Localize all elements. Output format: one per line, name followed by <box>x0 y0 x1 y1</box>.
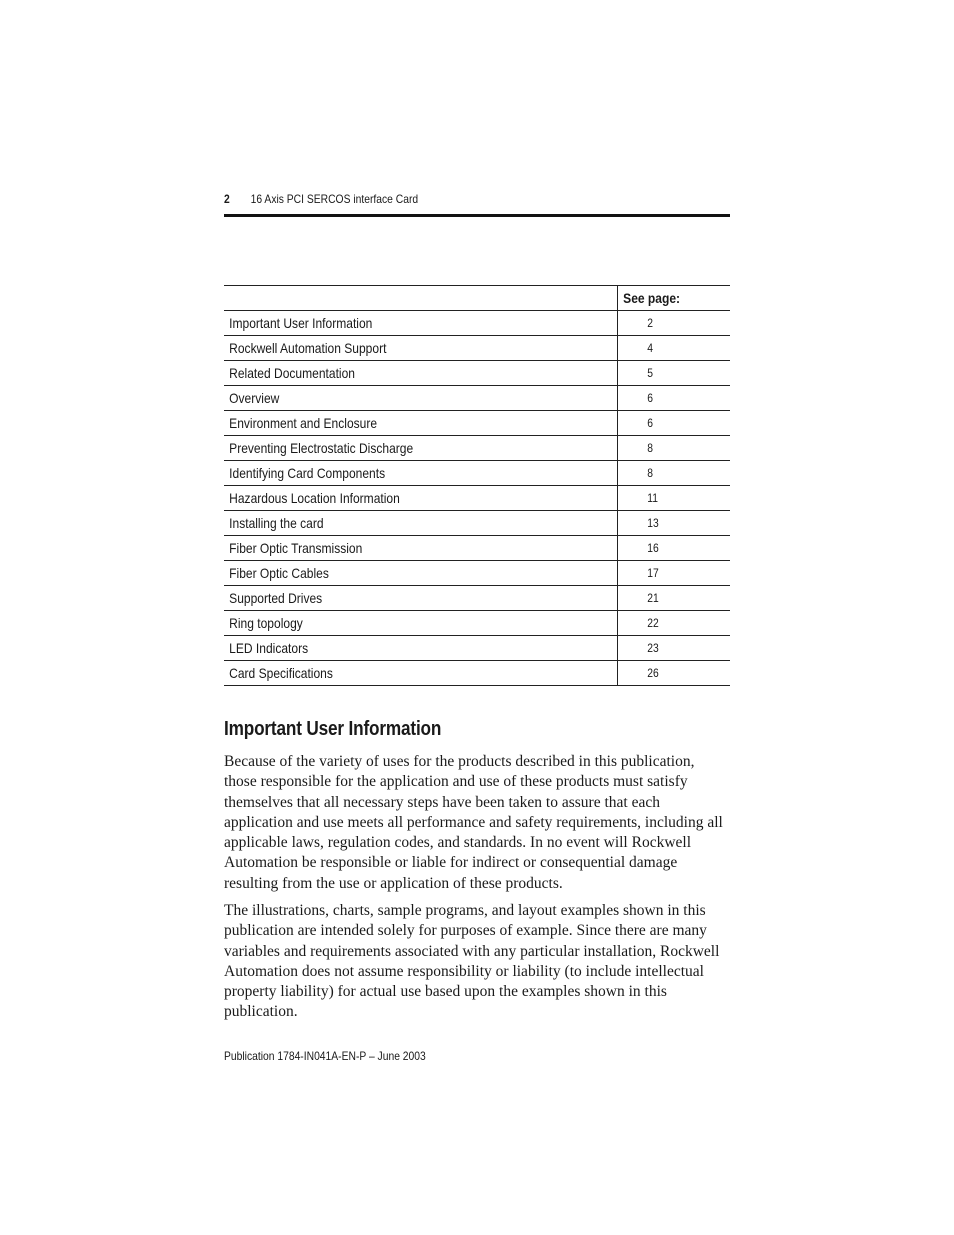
topic-cell <box>224 611 618 636</box>
table-row <box>224 411 730 436</box>
page-number-label: 8 <box>647 466 653 480</box>
topic-cell <box>224 636 618 661</box>
topic-label: Supported Drives <box>229 590 323 606</box>
table-row <box>224 561 730 586</box>
topic-cell <box>224 511 618 536</box>
page-column-header <box>618 286 731 311</box>
page-cell <box>618 536 731 561</box>
topic-label: Rockwell Automation Support <box>229 340 387 356</box>
table-row <box>224 386 730 411</box>
page-cell <box>618 636 731 661</box>
topic-label: Preventing Electrostatic Discharge <box>229 440 414 456</box>
page-cell <box>618 586 731 611</box>
topic-label: Overview <box>229 390 280 406</box>
table-row <box>224 311 730 336</box>
topic-label: Card Specifications <box>229 665 333 681</box>
topic-label: Related Documentation <box>229 365 355 381</box>
page-cell <box>618 311 731 336</box>
running-header <box>224 192 659 206</box>
topic-label: Identifying Card Components <box>229 465 386 481</box>
topic-label: Fiber Optic Cables <box>229 565 329 581</box>
table-row <box>224 461 730 486</box>
body-paragraph-1: Because of the variety of uses for the products described in this publication, those responsible for the application and use of these products must satisfy themselves that all necessary steps have been taken to assure that each application and use meets all performance and safety requirements, including all applicable laws, regulation codes, and standards. In no event will Rockwell Automation be responsible or liable for indirect or consequential damage resulting from the use or application of these products. <box>224 753 723 892</box>
page-cell <box>618 486 731 511</box>
table-row <box>224 636 730 661</box>
topic-cell <box>224 411 618 436</box>
topic-cell <box>224 536 618 561</box>
publication-footer: Publication 1784-IN041A-EN-P – June 2003 <box>224 1049 426 1063</box>
topic-label: Hazardous Location Information <box>229 490 400 506</box>
page-number-label: 23 <box>647 641 659 655</box>
topic-label: Installing the card <box>229 515 324 531</box>
topic-cell <box>224 586 618 611</box>
table-row <box>224 536 730 561</box>
page-cell <box>618 611 731 636</box>
table-row <box>224 586 730 611</box>
page-number-label: 6 <box>647 416 653 430</box>
table-row <box>224 661 730 686</box>
page-cell <box>618 336 731 361</box>
page-cell <box>618 461 731 486</box>
topic-cell <box>224 436 618 461</box>
page-number-label: 11 <box>647 491 658 505</box>
table-row <box>224 361 730 386</box>
page-number-label: 21 <box>647 591 659 605</box>
page-number-label: 17 <box>647 566 659 580</box>
page-cell <box>618 436 731 461</box>
page-number-label: 22 <box>647 616 659 630</box>
page-cell <box>618 361 731 386</box>
topic-cell <box>224 561 618 586</box>
topic-label: Important User Information <box>229 315 373 331</box>
page-number-label: 26 <box>647 666 659 680</box>
running-title: 16 Axis PCI SERCOS interface Card <box>250 192 419 206</box>
page-cell <box>618 561 731 586</box>
topic-cell <box>224 311 618 336</box>
contents-table <box>224 285 730 686</box>
table-row <box>224 336 730 361</box>
page-cell <box>618 411 731 436</box>
table-row <box>224 436 730 461</box>
topic-label: LED Indicators <box>229 640 309 656</box>
header-rule <box>224 214 730 217</box>
topic-label: Ring topology <box>229 615 303 631</box>
page-number-label: 5 <box>647 366 653 380</box>
page-number-label: 16 <box>647 541 659 555</box>
page-number-label: 13 <box>647 516 659 530</box>
topic-cell <box>224 486 618 511</box>
topic-cell <box>224 661 618 686</box>
table-header-row <box>224 286 730 311</box>
topic-cell <box>224 361 618 386</box>
topic-cell <box>224 386 618 411</box>
table-row <box>224 486 730 511</box>
topic-label: Fiber Optic Transmission <box>229 540 363 556</box>
page-number-label: 2 <box>647 316 653 330</box>
topic-cell <box>224 461 618 486</box>
body-paragraph-2: The illustrations, charts, sample programs, and layout examples shown in this publication are intended solely for purposes of example. Since there are many variables and requirements associated with any particular installation, Rockwell Automation does not assume responsibility or liability (to include intellectual property liability) for actual use based upon the examples shown in this publication. <box>224 902 720 1021</box>
page-number: 2 <box>224 192 230 206</box>
page-number-label: 8 <box>647 441 653 455</box>
page-cell <box>618 386 731 411</box>
page-cell <box>618 511 731 536</box>
contents-table-body <box>224 311 730 686</box>
topic-label: Environment and Enclosure <box>229 415 378 431</box>
page-number-label: 6 <box>647 391 653 405</box>
page-cell <box>618 661 731 686</box>
table-row <box>224 511 730 536</box>
see-page-label: See page: <box>623 290 681 306</box>
table-row <box>224 611 730 636</box>
section-title: Important User Information <box>224 718 442 740</box>
topic-cell <box>224 336 618 361</box>
topic-column-header <box>224 286 618 311</box>
page-number-label: 4 <box>647 341 653 355</box>
